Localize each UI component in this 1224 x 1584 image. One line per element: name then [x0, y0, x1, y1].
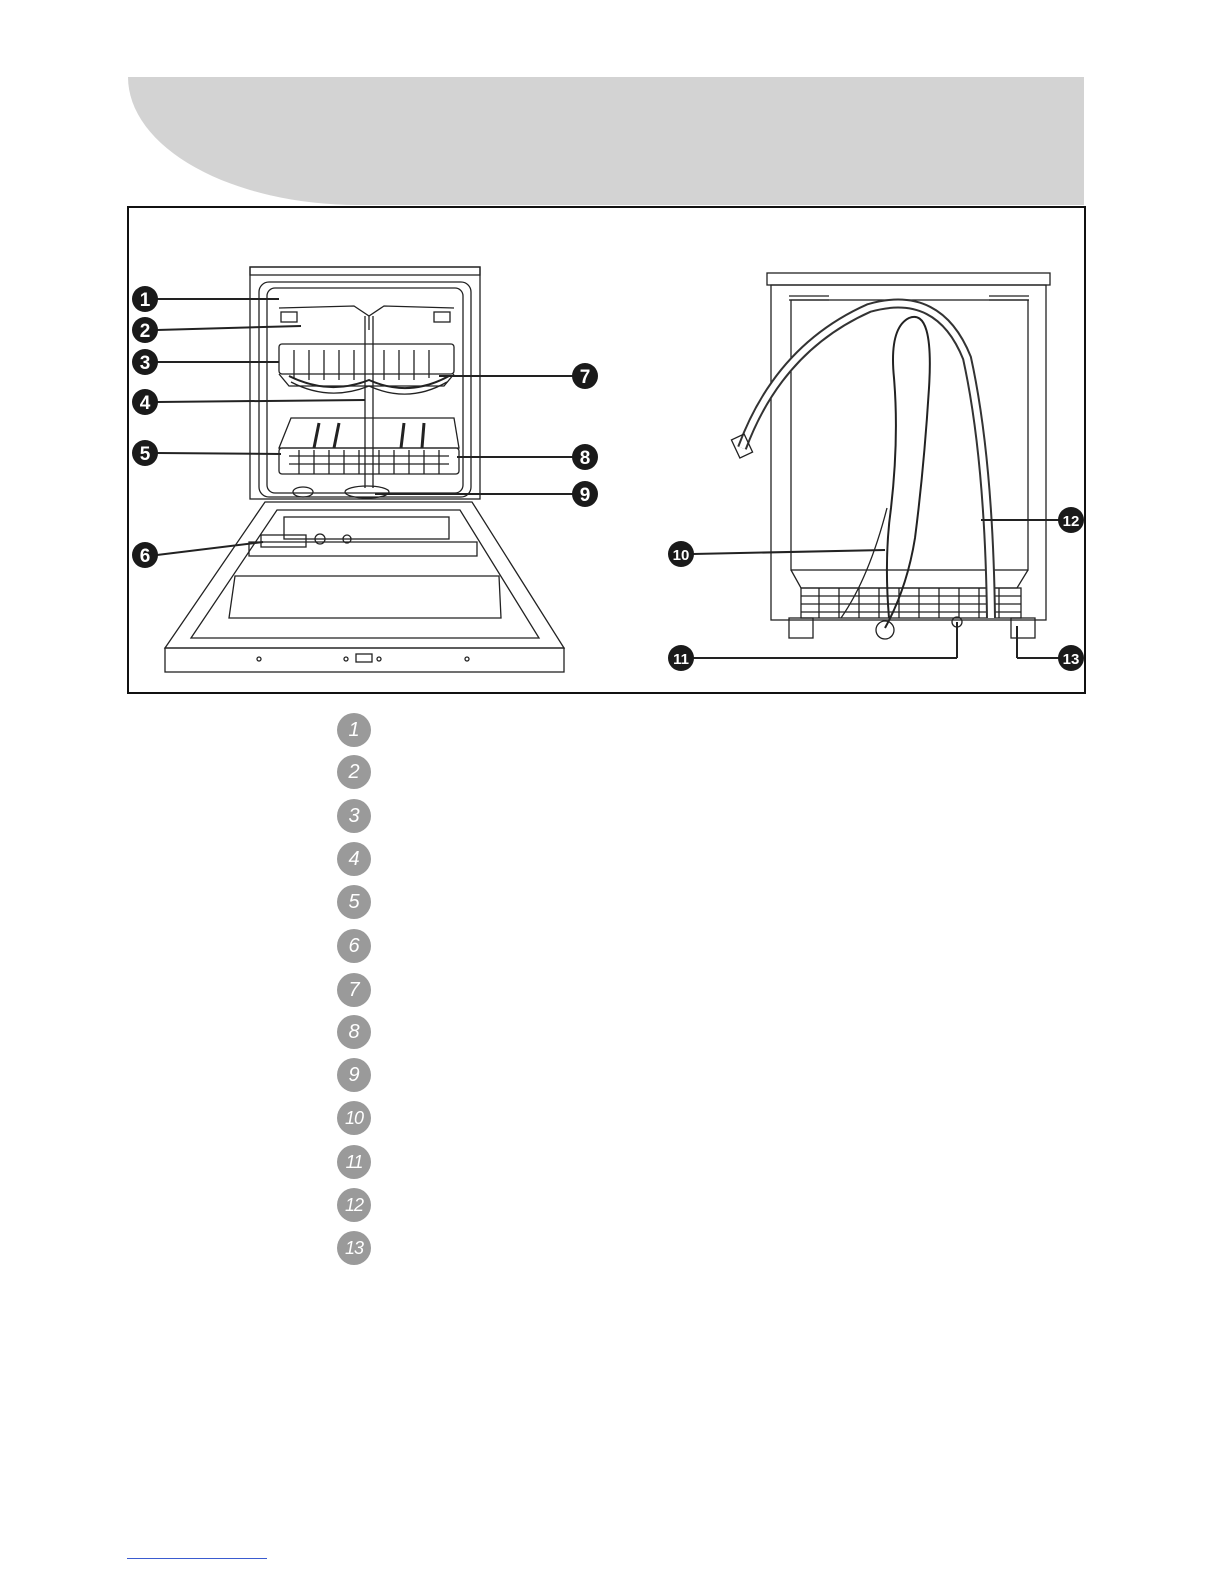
dishwasher-figure — [127, 206, 1086, 694]
callout-10 — [668, 541, 694, 567]
callout-8 — [572, 444, 598, 470]
footer-rule — [127, 1558, 267, 1559]
legend-badge-13: 13 — [337, 1231, 371, 1265]
legend-badge-4: 4 — [337, 842, 371, 876]
callout-12-label: 12 — [1062, 513, 1080, 530]
callout-1 — [132, 286, 158, 312]
callout-6 — [132, 542, 158, 568]
callout-5 — [132, 440, 158, 466]
callout-9 — [572, 481, 598, 507]
legend-badge-1: 1 — [337, 713, 371, 747]
legend-badge-9: 9 — [337, 1058, 371, 1092]
back-view-dishwasher — [731, 273, 1050, 639]
callout-4 — [132, 389, 158, 415]
callout-7-label: 7 — [579, 367, 591, 388]
callout-10-label: 10 — [672, 547, 690, 564]
legend-badge-7: 7 — [337, 973, 371, 1007]
callout-5-label: 5 — [139, 444, 151, 465]
legend-badge-3: 3 — [337, 799, 371, 833]
callout-11-label: 11 — [673, 651, 689, 668]
callout-6-label: 6 — [139, 546, 151, 567]
callout-13-label: 13 — [1062, 651, 1080, 668]
legend-badge-12: 12 — [337, 1188, 371, 1222]
callout-9-label: 9 — [579, 485, 591, 506]
legend-badge-8: 8 — [337, 1015, 371, 1049]
callout-1-label: 1 — [139, 290, 151, 311]
legend-badge-11: 11 — [337, 1145, 371, 1179]
callout-2-label: 2 — [139, 321, 151, 342]
callout-2 — [132, 317, 158, 343]
legend-badge-6: 6 — [337, 929, 371, 963]
header-band — [128, 77, 1084, 205]
callout-12 — [1058, 507, 1084, 533]
callout-7 — [572, 363, 598, 389]
callout-3 — [132, 349, 158, 375]
callout-13 — [1058, 645, 1084, 671]
legend-badge-10: 10 — [337, 1101, 371, 1135]
callout-4-label: 4 — [139, 393, 151, 414]
legend-badge-5: 5 — [337, 885, 371, 919]
callout-11 — [668, 645, 694, 671]
callout-8-label: 8 — [579, 448, 591, 469]
callout-3-label: 3 — [139, 353, 151, 374]
legend-badge-2: 2 — [337, 755, 371, 789]
